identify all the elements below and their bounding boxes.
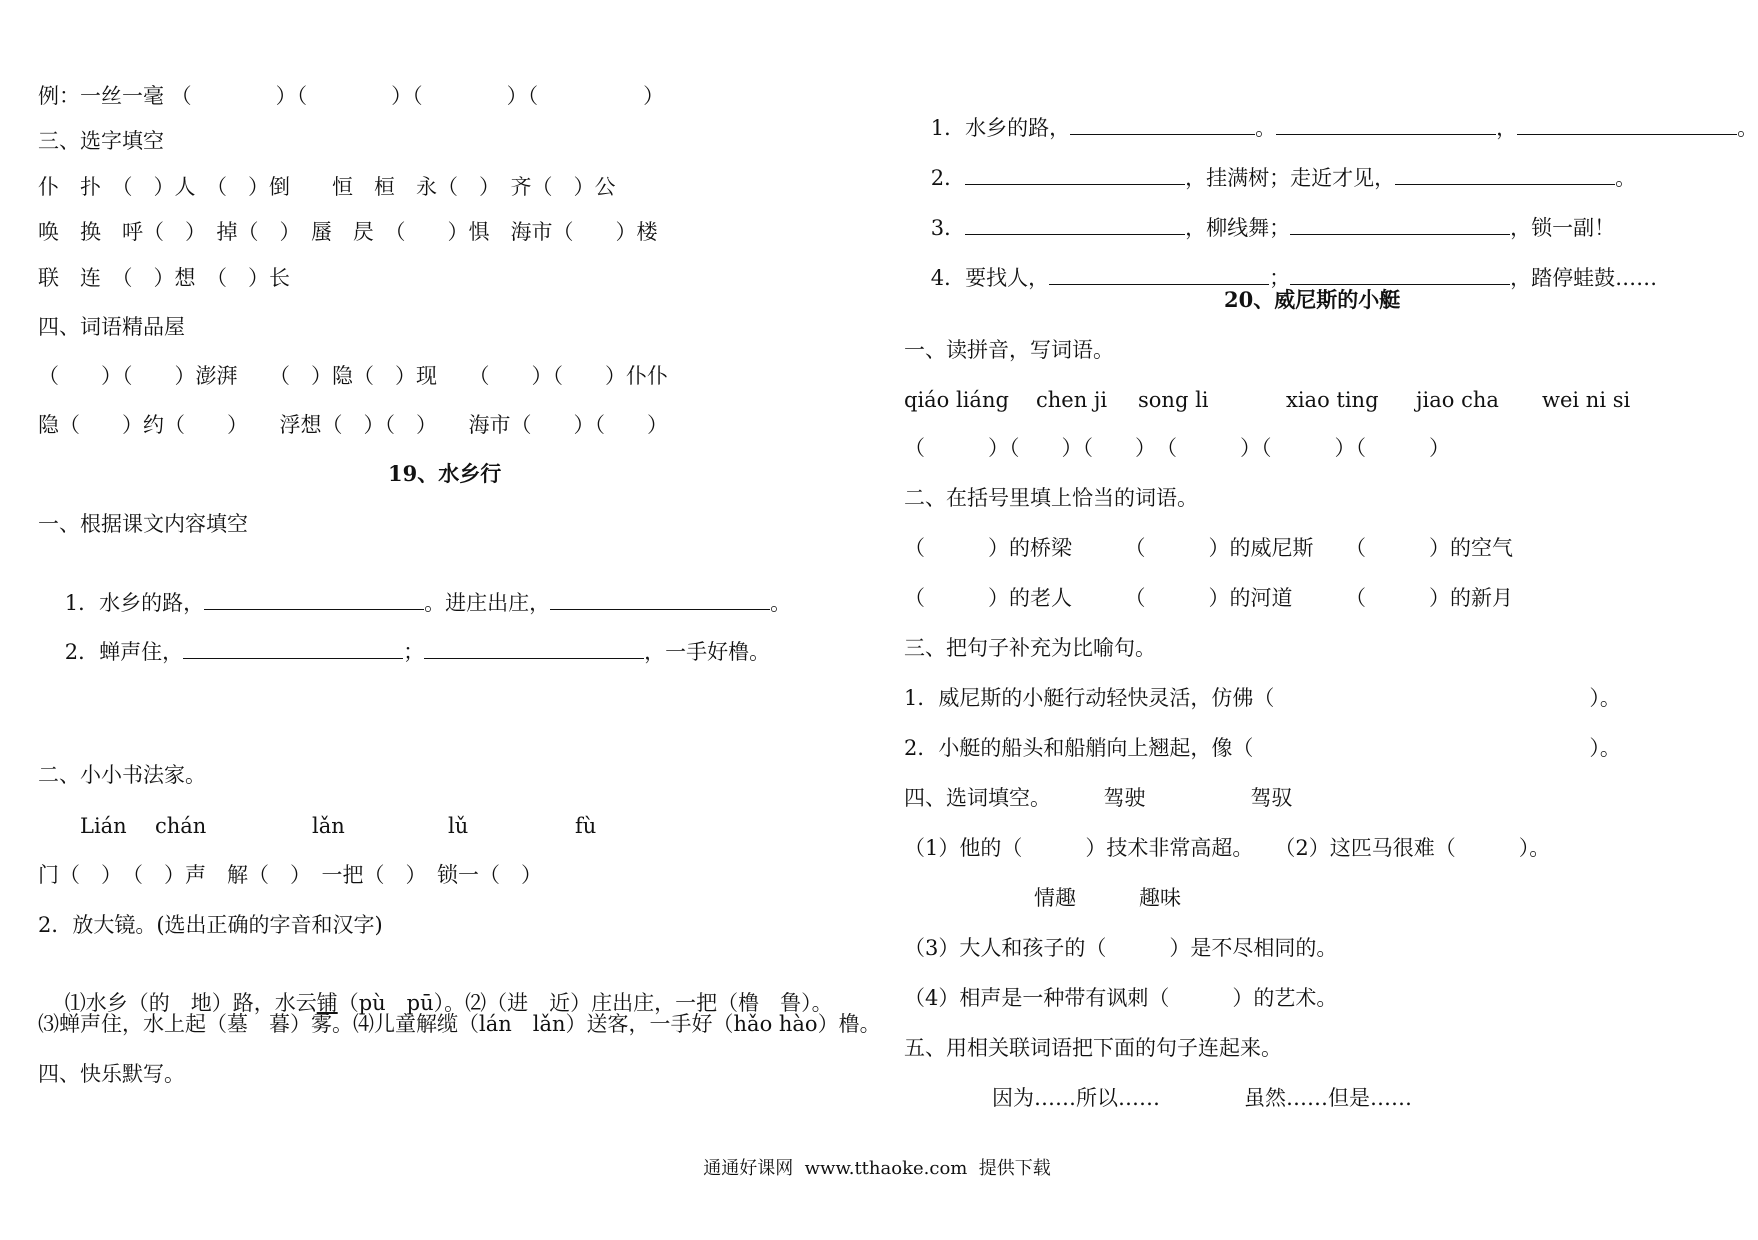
dictation-title: 四、快乐默写。 <box>38 1062 185 1086</box>
l19-section1-title: 一、根据课文内容填空 <box>38 512 248 536</box>
pinyin-3: lǎn <box>312 814 345 838</box>
example-line: 例：一丝一毫 （ ）（ ）（ ）（ ） <box>38 84 665 108</box>
answer-blank[interactable] <box>965 214 1185 235</box>
pinyin-2: chán <box>155 814 207 838</box>
section3-row3: 联 连 （ ）想 （ ）长 <box>38 266 290 290</box>
r-section3-title: 三、把句子补充为比喻句。 <box>904 636 1156 660</box>
l19-section2-title: 二、小小书法家。 <box>38 763 206 787</box>
section4-row1: （ ）（ ）澎湃 （ ）隐（ ）现 （ ）（ ）仆仆 <box>38 364 668 388</box>
pinyin-1: qiáo liáng <box>904 388 1009 412</box>
lesson19-title: 19、水乡行 <box>388 461 502 486</box>
magnifier-title: 2．放大镜。(选出正确的字音和汉字) <box>38 913 383 937</box>
r-section1-title: 一、读拼音，写词语。 <box>904 338 1114 362</box>
section3-row2: 唤 换 呼（ ） 掉（ ） 蜃 昃 （ ）惧 海市（ ）楼 <box>38 220 658 244</box>
pinyin-2: chen ji <box>1036 388 1108 412</box>
pinyin-5: jiao cha <box>1416 388 1499 412</box>
r-section2-title: 二、在括号里填上恰当的词语。 <box>904 486 1198 510</box>
choose-row4: （4）相声是一种带有讽刺（ ）的艺术。 <box>904 986 1338 1010</box>
section4-row2: 隐（ ）约（ ） 浮想（ ）（ ） 海市（ ）（ ） <box>38 413 668 437</box>
answer-blank[interactable] <box>965 164 1185 185</box>
pinyin-4: lǔ <box>448 814 469 838</box>
section3-title: 三、选字填空 <box>38 129 164 153</box>
fill-row2: （ ）的老人 （ ）的河道 （ ）的新月 <box>904 586 1513 610</box>
pinyin-5: fù <box>575 814 597 838</box>
answer-blank[interactable] <box>1049 264 1269 285</box>
answer-blank[interactable] <box>204 589 424 610</box>
answer-blank[interactable] <box>424 638 644 659</box>
pinyin-3: song li <box>1138 388 1209 412</box>
magnifier-row1: ⑴水乡（的 地）路，水云铺（pù pū）。⑵（进 近）庄出庄，一把（橹 鲁）。 <box>64 991 833 1015</box>
r-question1: 1．水乡的路， 。 ， 。 <box>930 116 1758 140</box>
bracket-row: （ ）（ ）（ ） （ ）（ ）（ ） <box>904 436 1450 460</box>
simile1: 1．威尼斯的小艇行动轻快灵活，仿佛（ ）。 <box>904 686 1621 710</box>
conjunction-row: 因为……所以…… 虽然……但是…… <box>992 1086 1412 1110</box>
r-section5-title: 五、用相关联词语把下面的句子连起来。 <box>904 1036 1282 1060</box>
section4-title: 四、词语精品屋 <box>38 315 185 339</box>
pinyin-4: xiao ting <box>1286 388 1379 412</box>
r-question3: 3． ，柳线舞； ，锁一副！ <box>930 216 1616 240</box>
answer-blank[interactable] <box>550 589 770 610</box>
r-question4: 4．要找人， ； ，踏停蛙鼓…… <box>930 266 1658 290</box>
answer-blank[interactable] <box>1290 214 1510 235</box>
pinyin-1: Lián <box>80 814 127 838</box>
footer-credit: 通通好课网 www.tthaoke.com 提供下载 <box>703 1158 1051 1179</box>
pinyin-6: wei ni si <box>1542 388 1631 412</box>
answer-blank[interactable] <box>183 638 403 659</box>
l19-question2: 2．蝉声住， ； ，一手好橹。 <box>64 640 771 664</box>
lesson20-title: 20、威尼斯的小艇 <box>1224 287 1401 312</box>
word-pair: 情趣 趣味 <box>1034 886 1181 910</box>
choose-row1: （1）他的（ ）技术非常高超。 （2）这匹马很难（ ）。 <box>904 836 1551 860</box>
answer-blank[interactable] <box>1517 114 1737 135</box>
r-section4-title: 四、选词填空。 驾驶 驾驭 <box>904 786 1293 810</box>
answer-blank[interactable] <box>1290 264 1510 285</box>
answer-blank[interactable] <box>1395 164 1615 185</box>
l19-question1: 1．水乡的路， 。进庄出庄， 。 <box>64 591 792 615</box>
answer-blank[interactable] <box>1276 114 1496 135</box>
magnifier-row2: ⑶蝉声住，水上起（墓 暮）雾。⑷儿童解缆（lán lǎn）送客，一手好（hǎo hào）橹。 <box>38 1012 881 1036</box>
section3-row1: 仆 扑 （ ）人 （ ）倒 恒 桓 永（ ） 齐（ ）公 <box>38 175 616 199</box>
answer-blank[interactable] <box>1070 114 1255 135</box>
char-row: 门（ ） （ ）声 解（ ） 一把（ ） 锁一（ ） <box>38 863 542 887</box>
choose-row3: （3）大人和孩子的（ ）是不尽相同的。 <box>904 936 1338 960</box>
r-question2: 2． ，挂满树；走近才见， 。 <box>930 166 1637 190</box>
fill-row1: （ ）的桥梁 （ ）的威尼斯 （ ）的空气 <box>904 536 1513 560</box>
simile2: 2．小艇的船头和船艄向上翘起，像（ ）。 <box>904 736 1621 760</box>
